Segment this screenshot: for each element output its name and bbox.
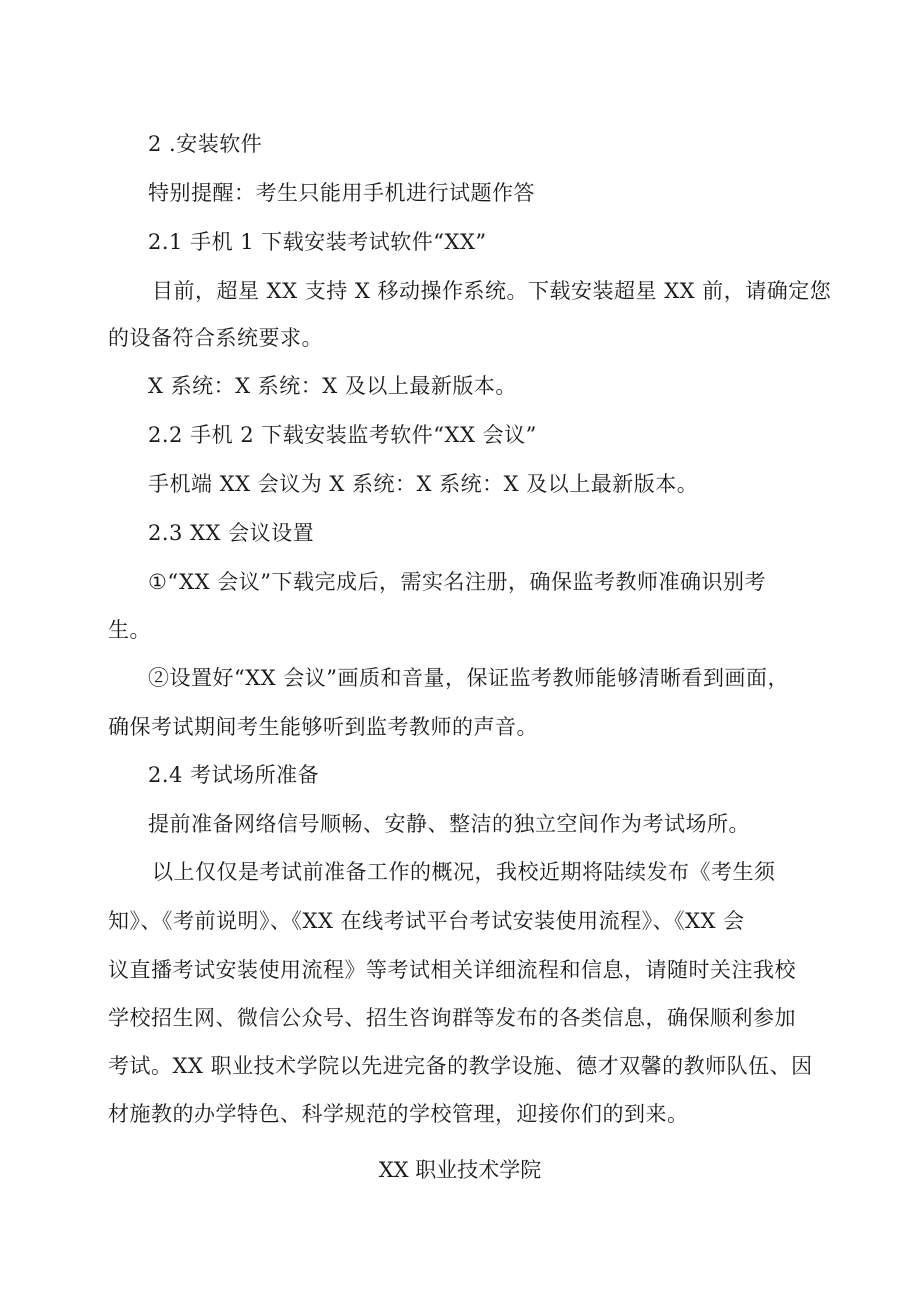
subheading-2-4: 2.4 考试场所准备 xyxy=(148,763,320,787)
paragraph-line: 目前，超星 XX 支持 X 移动操作系统。下载安装超星 XX 前，请确定您 xyxy=(152,279,832,303)
paragraph-line: 议直播考试安装使用流程》等考试相关详细流程和信息，请随时关注我校 xyxy=(108,958,796,982)
paragraph-line: 考试。XX 职业技术学院以先进完备的教学设施、德才双馨的教师队伍、因 xyxy=(108,1054,813,1078)
paragraph-line: 以上仅仅是考试前准备工作的概况，我校近期将陆续发布《考生须 xyxy=(152,860,776,884)
paragraph-line: 学校招生网、微信公众号、招生咨询群等发布的各类信息，确保顺利参加 xyxy=(108,1006,796,1030)
subheading-2-1: 2.1 手机 1 下载安装考试软件“XX” xyxy=(148,230,487,254)
subheading-2-3: 2.3 XX 会议设置 xyxy=(148,521,315,545)
paragraph-line: 确保考试期间考生能够听到监考教师的声音。 xyxy=(108,715,538,739)
special-reminder-text: 特别提醒：考生只能用手机进行试题作答 xyxy=(148,181,535,205)
paragraph-line: 的设备符合系统要求。 xyxy=(108,326,323,350)
signature-institution: XX 职业技术学院 xyxy=(378,1158,542,1182)
subheading-2-2: 2.2 手机 2 下载安装监考软件“XX 会议” xyxy=(148,423,537,447)
system-requirement-text: X 系统：X 系统：X 及以上最新版本。 xyxy=(148,374,517,398)
paragraph-line: 知》、《考前说明》、《XX 在线考试平台考试安装使用流程》、《XX 会 xyxy=(108,909,745,933)
section-heading-install-software: 2 .安装软件 xyxy=(148,132,263,156)
paragraph-line: ①“XX 会议”下载完成后，需实名注册，确保监考教师准确识别考 xyxy=(148,570,766,594)
paragraph-line: 提前准备网络信号顺畅、安静、整洁的独立空间作为考试场所。 xyxy=(148,812,750,836)
paragraph-line: 材施教的办学特色、科学规范的学校管理，迎接你们的到来。 xyxy=(108,1102,689,1126)
paragraph-line: 生。 xyxy=(108,618,151,642)
paragraph-line: ②设置好“XX 会议”画质和音量，保证监考教师能够清晰看到画面， xyxy=(148,666,790,690)
paragraph-line: 手机端 XX 会议为 X 系统：X 系统：X 及以上最新版本。 xyxy=(148,472,699,496)
